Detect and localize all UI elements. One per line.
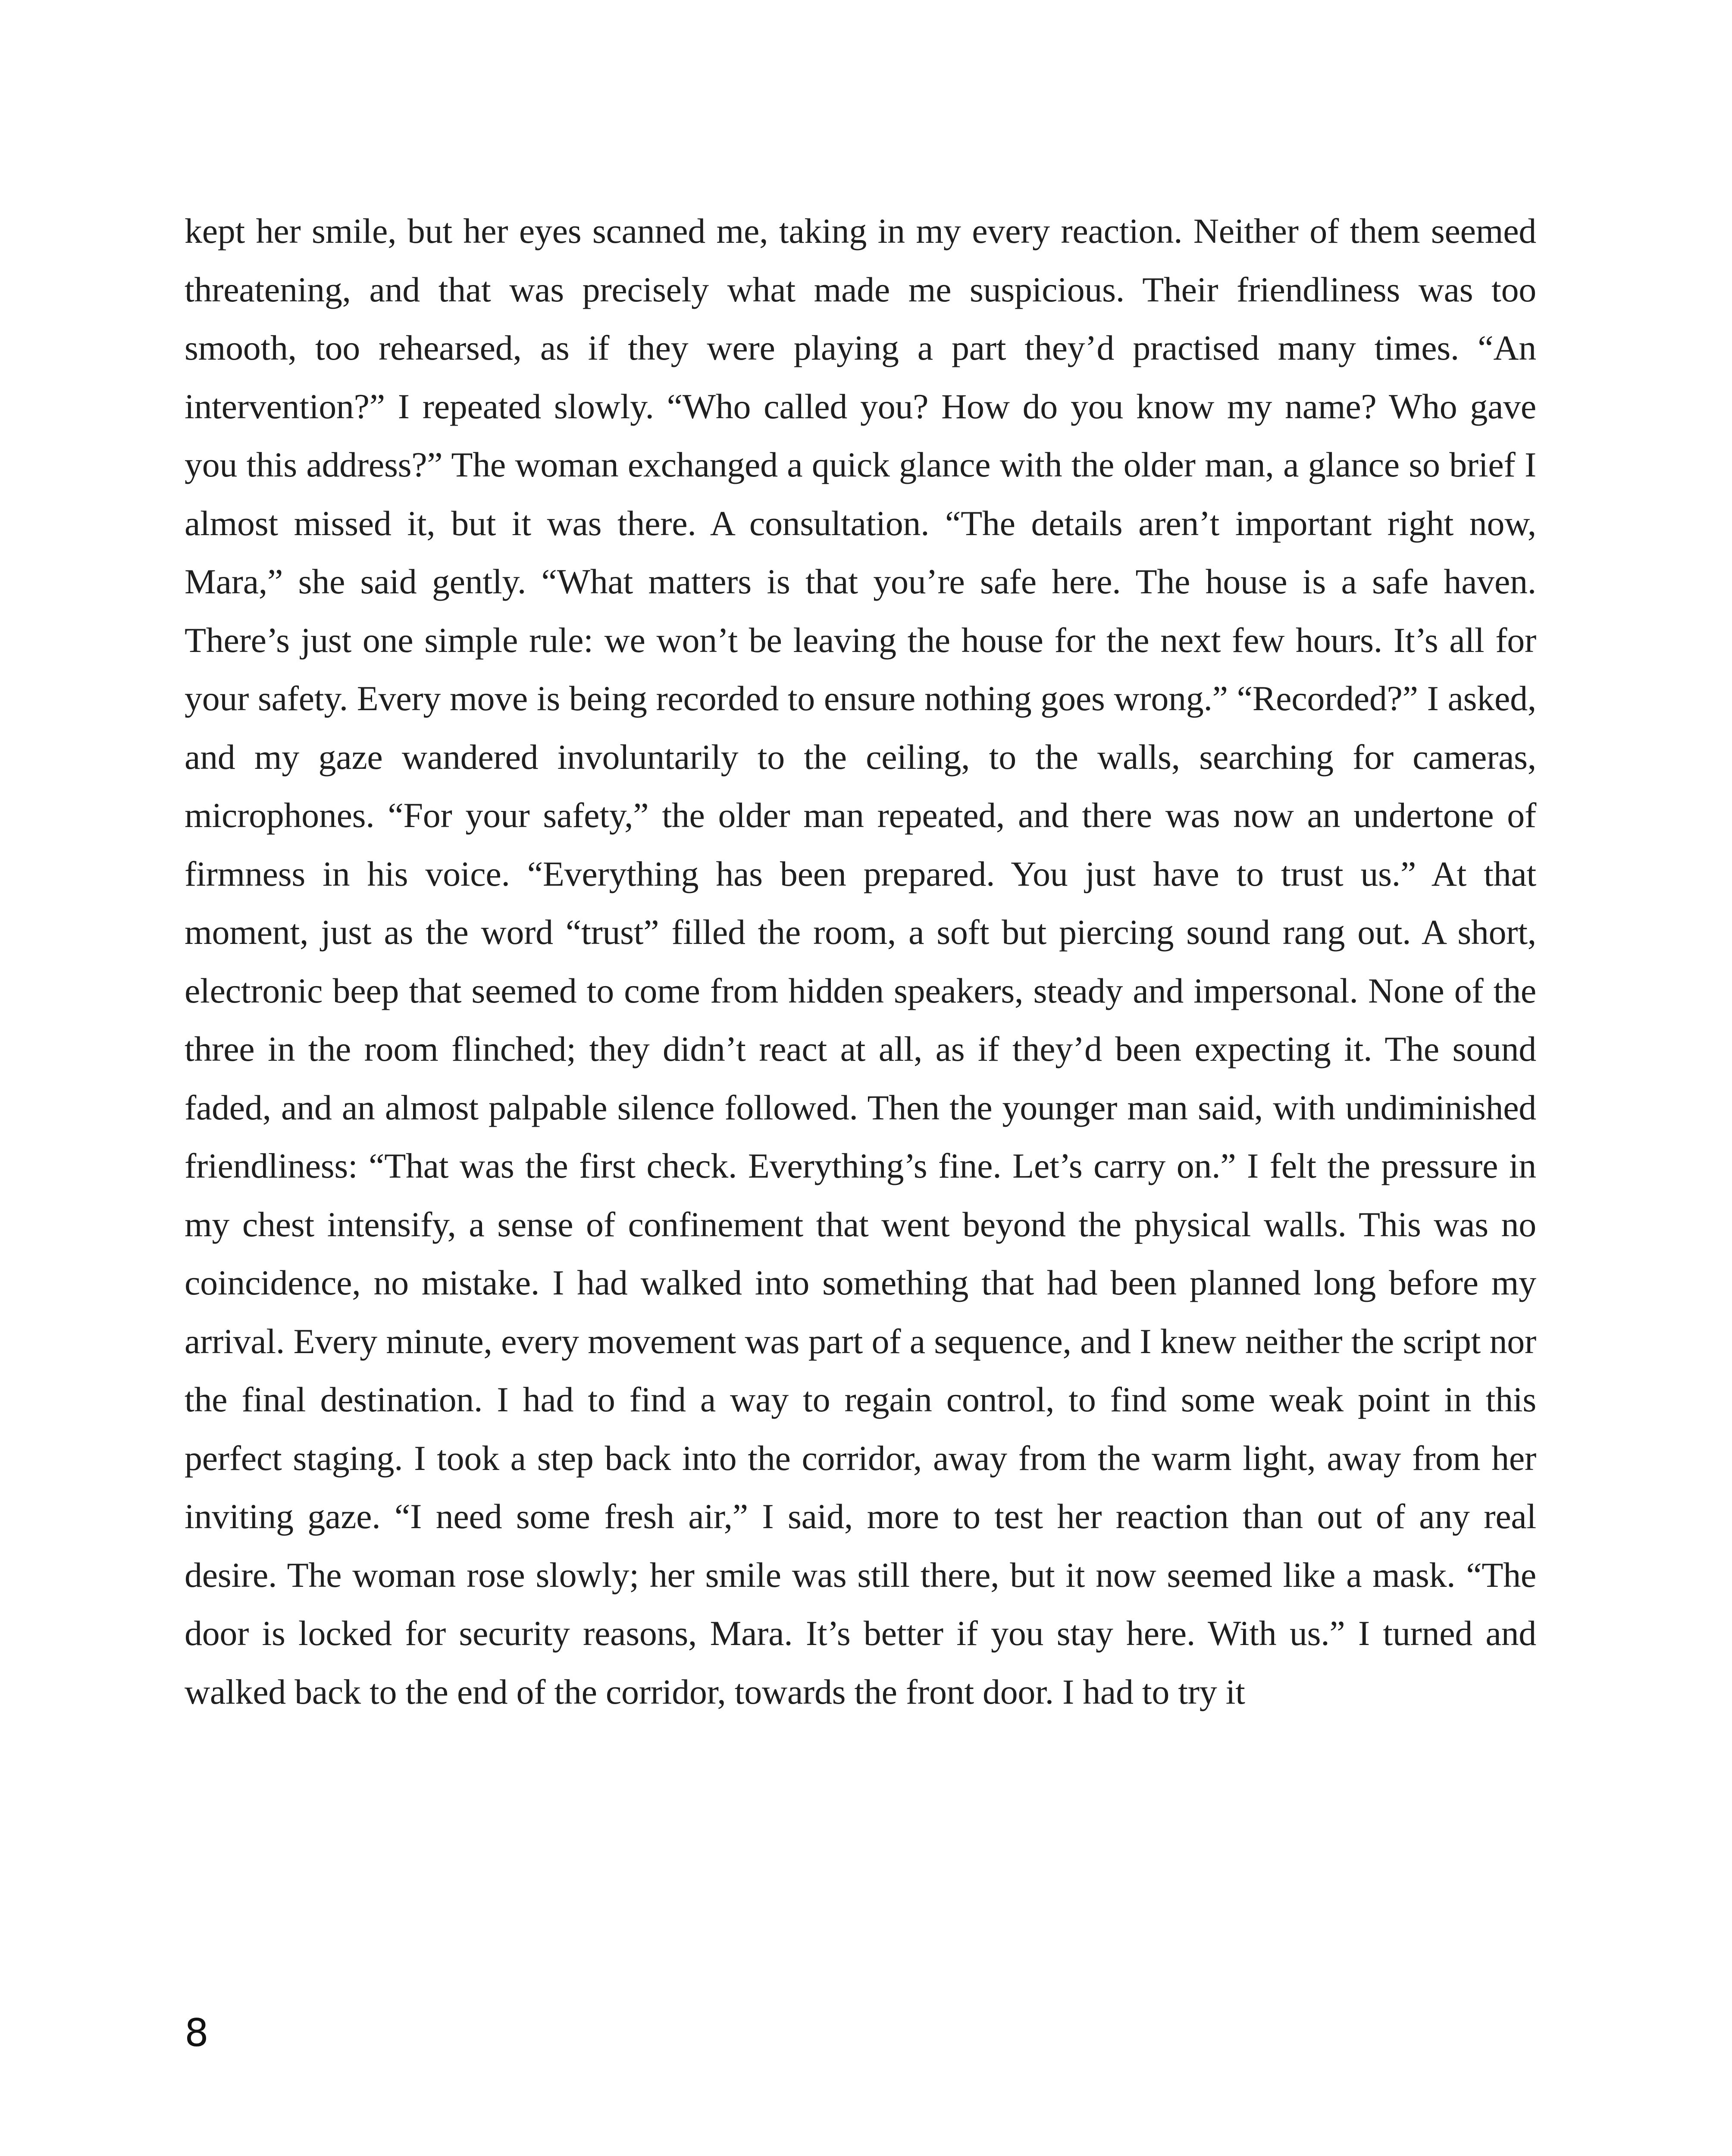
page-number: 8	[185, 2011, 209, 2055]
body-paragraph: kept her smile, but her eyes scanned me, taking in my every reaction. Neither of them seemed threatening, and that was precisely what made me suspicious. Their friendliness was too smooth, too rehearsed, as if they were playing a part they’d practised many times. “An intervention?” I repeated slowly. “Who called you? How do you know my name? Who gave you this address?” The woman exchanged a quick glance with the older man, a glance so brief I almost missed it, but it was there. A consultation. “The details aren’t important right now, Mara,” she said gently. “What matters is that you’re safe here. The house is a safe haven. There’s just one simple rule: we won’t be leaving the house for the next few hours. It’s all for your safety. Every move is being recorded to ensure nothing goes wrong.” “Recorded?” I asked, and my gaze wandered involuntarily to the ceiling, to the walls, searching for cameras, microphones. “For your safety,” the older man repeated, and there was now an undertone of firmness in his voice. “Everything has been prepared. You just have to trust us.” At that moment, just as the word “trust” filled the room, a soft but piercing sound rang out. A short, electronic beep that seemed to come from hidden speakers, steady and impersonal. None of the three in the room flinched; they didn’t react at all, as if they’d been expecting it. The sound faded, and an almost palpable silence followed. Then the younger man said, with undiminished friendliness: “That was the first check. Everything’s fine. Let’s carry on.” I felt the pressure in my chest intensify, a sense of confinement that went beyond the physical walls. This was no coincidence, no mistake. I had walked into something that had been planned long before my arrival. Every minute, every movement was part of a sequence, and I knew neither the script nor the final destination. I had to find a way to regain control, to find some weak point in this perfect staging. I took a step back into the corridor, away from the warm light, away from her inviting gaze. “I need some fresh air,” I said, more to test her reaction than out of any real desire. The woman rose slowly; her smile was still there, but it now seemed like a mask. “The door is locked for security reasons, Mara. It’s better if you stay here. With us.” I turned and walked back to the end of the corridor, towards the front door. I had to try it	[185, 211, 1536, 1711]
